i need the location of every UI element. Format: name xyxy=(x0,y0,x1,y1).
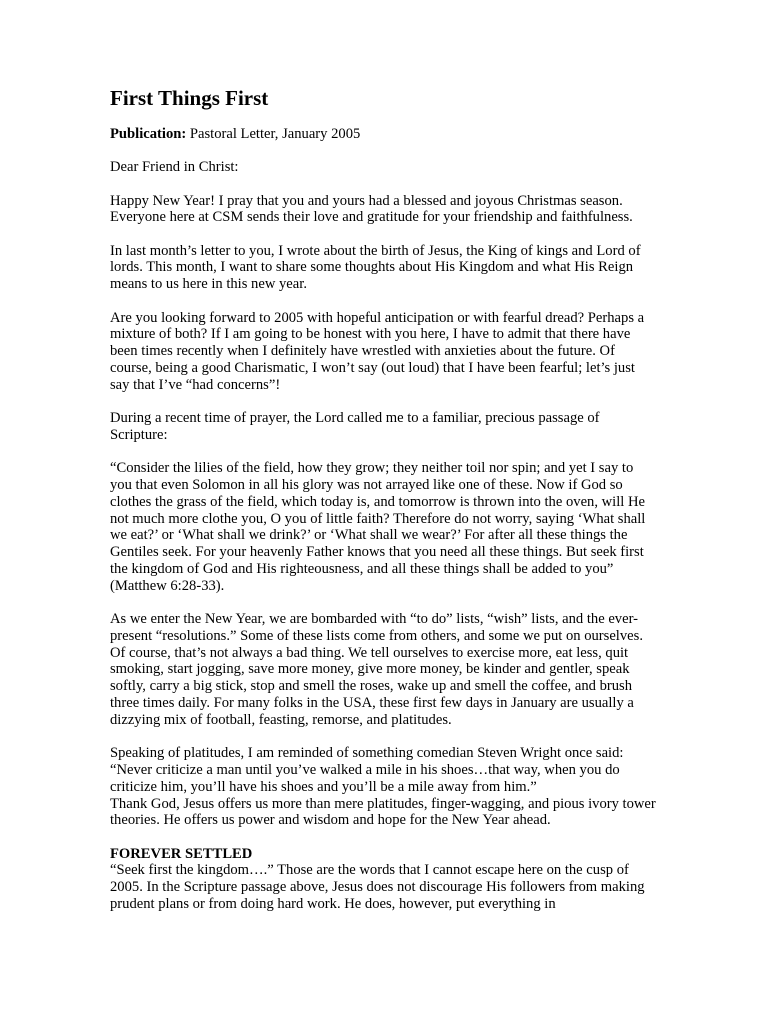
document-page xyxy=(110,86,658,913)
document-title: First Things First xyxy=(110,86,269,110)
scripture-quote: “Consider the lilies of the field, how they grow; they neither toil nor spin; and yet I say to you that even Solomon in all his glory was not arrayed like one of these. Now if God so clothes the grass of the field, which today is, and tomorrow is thrown into the oven, will He not much more clothe you, O you of little faith? Therefore do not worry, saying ‘What shall we eat?’ or ‘What shall we drink?’ or ‘What shall we wear?’ For after all these things the Gentiles seek. For your heavenly Father knows that you need all these things. But seek first the kingdom of God and His righteousness, and all these things shall be added to you” (Matthew 6:28-33). xyxy=(110,460,646,594)
section-heading: FOREVER SETTLED xyxy=(110,845,253,862)
paragraph-prayer: During a recent time of prayer, the Lord called me to a familiar, precious passage of Scripture: xyxy=(110,410,600,443)
paragraph-last-month: In last month’s letter to you, I wrote about the birth of Jesus, the King of kings and Lord of lords. This month, I want to share some thoughts about His Kingdom and what His Reign means to us here in this new year. xyxy=(110,242,641,293)
section-paragraph: “Seek first the kingdom….” Those are the words that I cannot escape here on the cusp of 2005. In the Scripture passage above, Jesus does not discourage His followers from making prudent plans or from doing hard work. He does, however, put everything in xyxy=(110,862,645,912)
publication-label: Publication: xyxy=(110,126,187,142)
publication-line xyxy=(110,126,658,143)
publication-value: Pastoral Letter, January 2005 xyxy=(186,126,361,142)
greeting: Dear Friend in Christ: xyxy=(110,159,239,176)
paragraph-anticipation: Are you looking forward to 2005 with hopeful anticipation or with fearful dread? Perhaps a mixture of both? If I am going to be honest with you here, I have to admit that there have been times recently when I definitely have wrestled with anxieties about the future. Of course, being a good Charismatic, I won’t say (out loud) that I have been fearful; let’s just say that I’ve “had concerns”! xyxy=(110,309,645,393)
paragraph-thank-god: Thank God, Jesus offers us more than mere platitudes, finger-wagging, and pious ivory tower theories. He offers us power and wisdom and hope for the New Year ahead. xyxy=(110,795,656,829)
paragraph-new-year-lists: As we enter the New Year, we are bombarded with “to do” lists, “wish” lists, and the ever-present “resolutions.” Some of these lists come from others, and some we put on ourselves. Of course, that’s not always a bad thing. We tell ourselves to exercise more, eat less, quit smoking, start jogging, save more money, give more money, be kinder and gentler, speak softly, carry a big stick, stop and smell the roses, wake up and smell the coffee, and brush three times daily. For many folks in the USA, these first few days in January are usually a dizzying mix of football, feasting, remorse, and platitudes. xyxy=(110,611,643,728)
paragraph-platitudes: Speaking of platitudes, I am reminded of something comedian Steven Wright once said: “Never criticize a man until you’ve walked a mile in his shoes…that way, when you do criticize him, you’ll have his shoes and you’ll be a mile away from him.” xyxy=(110,745,624,795)
paragraph-intro: Happy New Year! I pray that you and yours had a blessed and joyous Christmas season. Everyone here at CSM sends their love and gratitude for your friendship and faithfulness. xyxy=(110,192,633,226)
